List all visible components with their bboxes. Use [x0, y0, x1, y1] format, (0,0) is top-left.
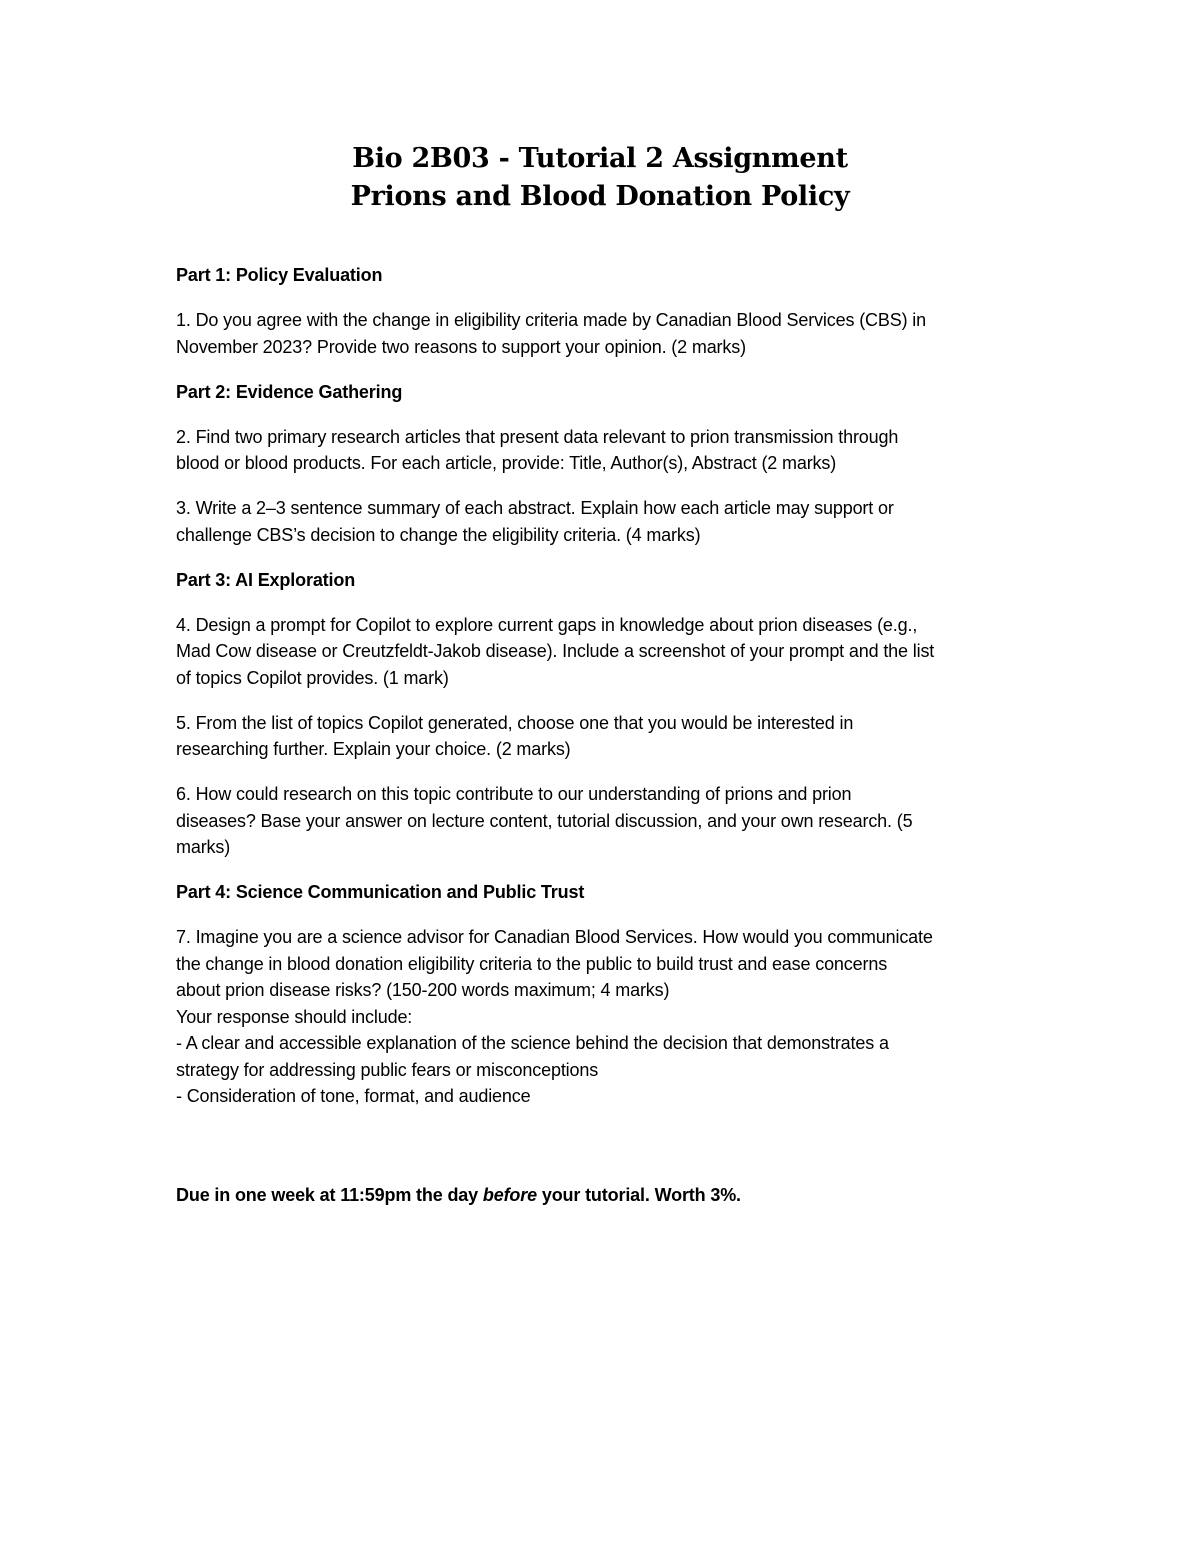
part-2-heading: Part 2: Evidence Gathering — [176, 381, 403, 402]
question-text: blood or blood products. For each article, provide: Title, Author(s), Abstract (2 marks) — [176, 453, 837, 473]
question-text: marks) — [176, 837, 231, 857]
part-4-heading: Part 4: Science Communication and Public Trust — [176, 882, 585, 902]
question-number: 4. — [176, 614, 191, 635]
question-text: about prion disease risks? (150-200 words maximum; 4 marks) — [176, 980, 670, 1000]
question-number: 7. — [176, 927, 191, 947]
question-number: 3. — [176, 498, 191, 518]
question-text: November 2023? Provide two reasons to support your opinion. (2 marks) — [176, 336, 746, 357]
due-text-end: your tutorial. Worth 3%. — [536, 1185, 741, 1205]
question-text: How could research on this topic contribute to our understanding of prions and prion — [190, 784, 852, 804]
question-5 — [176, 710, 1036, 763]
question-number: 6. — [176, 784, 191, 804]
document-body — [176, 262, 1036, 1209]
due-date-notice — [176, 1182, 1036, 1209]
question-text: Design a prompt for Copilot to explore current gaps in knowledge about prion diseases (e.g., — [190, 614, 918, 635]
question-6 — [176, 781, 1036, 861]
question-text: From the list of topics Copilot generated, choose one that you would be interested in — [190, 712, 854, 733]
question-text: of topics Copilot provides. (1 mark) — [176, 667, 449, 688]
spacer — [176, 1128, 1036, 1182]
question-2 — [176, 424, 1036, 477]
question-number: 1. — [176, 310, 191, 330]
question-4 — [176, 612, 1036, 692]
question-text: Write a 2–3 sentence summary of each abstract. Explain how each article may support or — [190, 498, 894, 518]
question-text: Mad Cow disease or Creutzfeldt-Jakob disease). Include a screenshot of your prompt and the list — [176, 641, 935, 661]
question-1 — [176, 307, 1036, 360]
title-line-2: Prions and Blood Donation Policy — [350, 181, 850, 212]
question-text: challenge CBS’s decision to change the eligibility criteria. (4 marks) — [176, 524, 701, 545]
question-text: researching further. Explain your choice. (2 marks) — [176, 739, 571, 759]
question-number: 2. — [176, 426, 191, 447]
part-1-heading: Part 1: Policy Evaluation — [176, 265, 383, 285]
question-text: Imagine you are a science advisor for Canadian Blood Services. How would you communicate — [190, 927, 933, 947]
question-text: strategy for addressing public fears or misconceptions — [176, 1059, 599, 1080]
part-3-heading: Part 3: AI Exploration — [176, 569, 356, 590]
question-number: 5. — [176, 712, 191, 733]
question-3 — [176, 495, 1036, 548]
question-text: the change in blood donation eligibility criteria to the public to build trust and ease concerns — [176, 953, 888, 974]
question-text: Do you agree with the change in eligibility criteria made by Canadian Blood Services (CBS) in — [190, 310, 927, 330]
title-line-1: Bio 2B03 - Tutorial 2 Assignment — [352, 143, 848, 174]
due-text-start: Due in one week at 11:59pm the day — [176, 1185, 483, 1205]
question-text: - A clear and accessible explanation of the science behind the decision that demonstrates a — [176, 1033, 889, 1053]
due-emphasis: before — [482, 1185, 537, 1205]
question-text: diseases? Base your answer on lecture content, tutorial discussion, and your own research. (5 — [176, 810, 913, 831]
question-7 — [176, 924, 1036, 1110]
question-text: Your response should include: — [176, 1006, 413, 1027]
document-title — [176, 140, 1024, 216]
question-text: - Consideration of tone, format, and audience — [176, 1086, 531, 1106]
question-text: Find two primary research articles that present data relevant to prion transmission through — [190, 426, 899, 447]
